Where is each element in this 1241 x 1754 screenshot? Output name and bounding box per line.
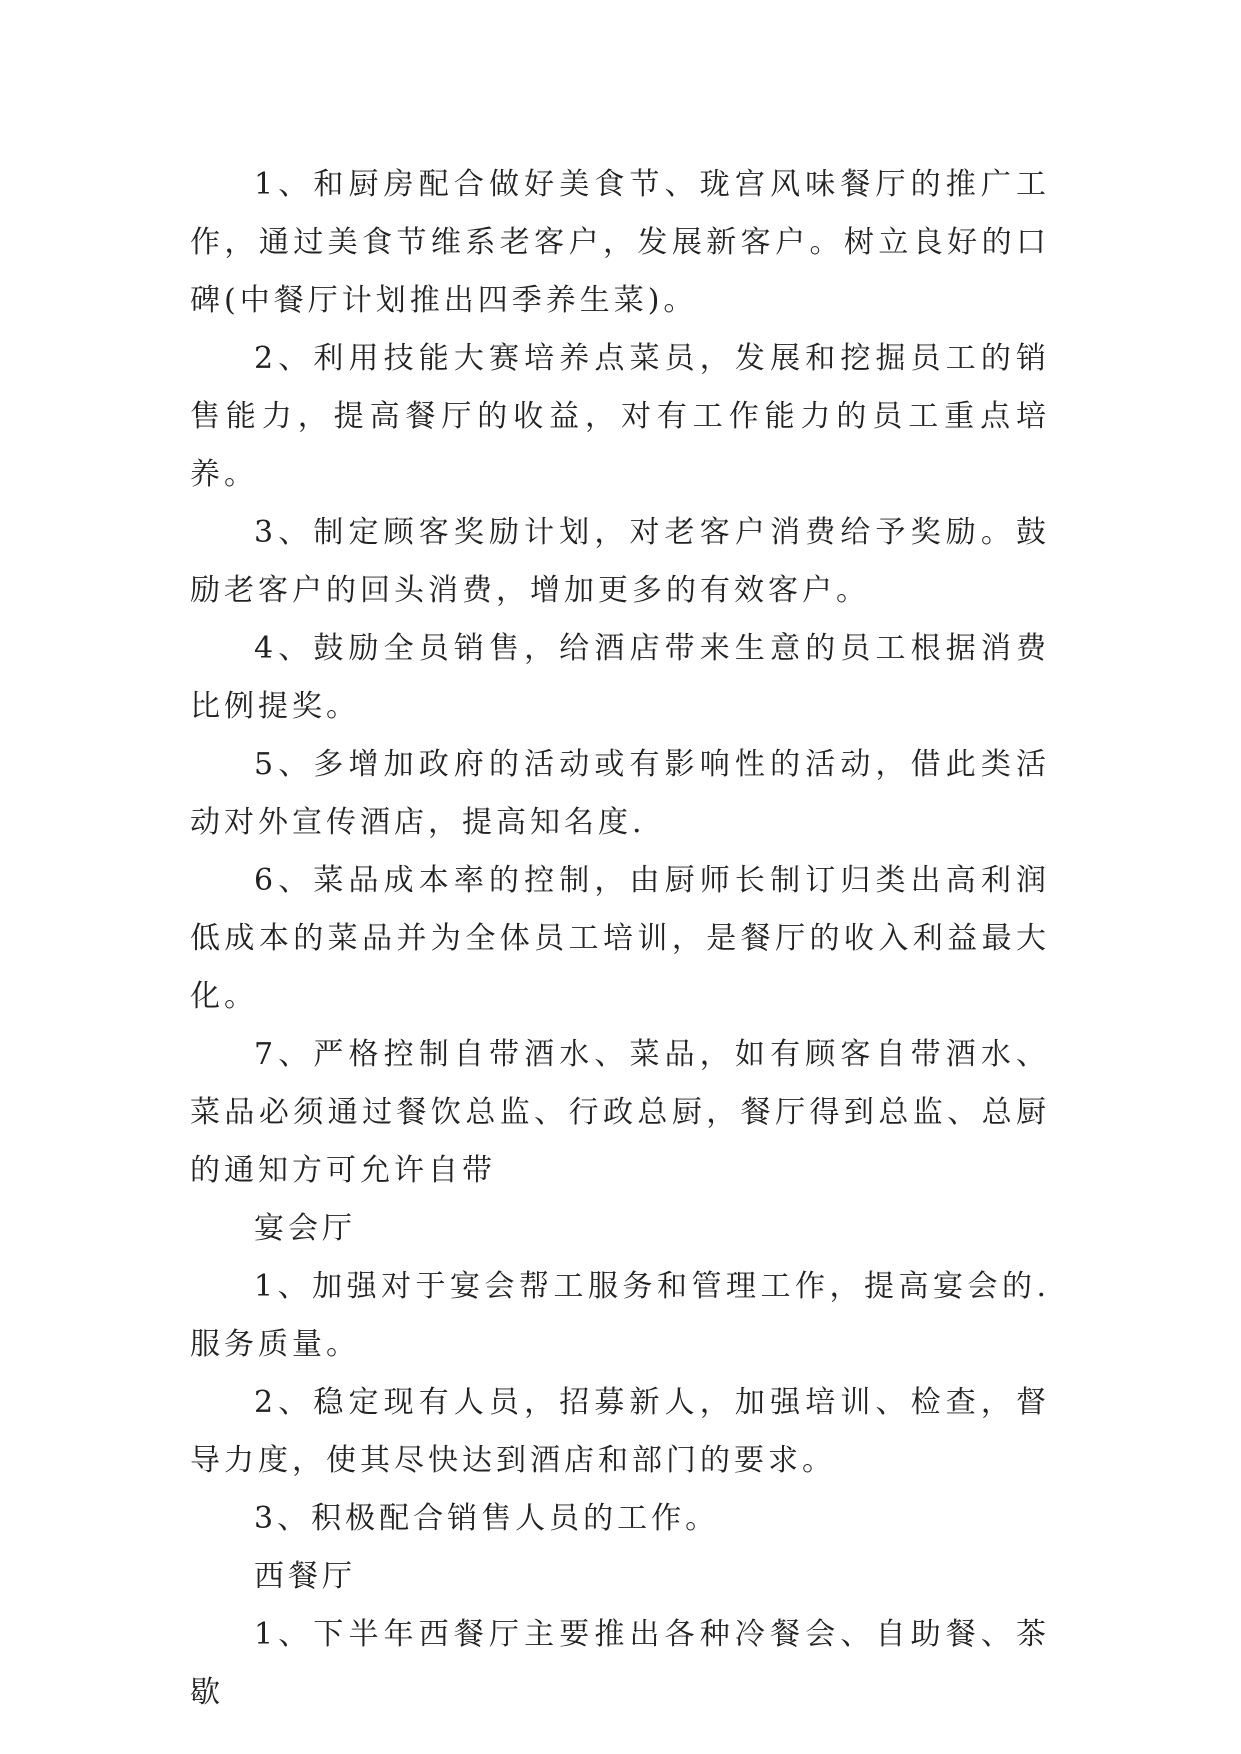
paragraph-3: 3、制定顾客奖励计划，对老客户消费给予奖励。鼓励老客户的回头消费，增加更多的有效客户。 [190,515,1050,608]
document-body [190,156,1050,1722]
paragraph-western-1: 1、下半年西餐厅主要推出各种冷餐会、自助餐、茶歇 [190,1617,1050,1710]
paragraph-6: 6、菜品成本率的控制，由厨师长制订归类出高利润低成本的菜品并为全体员工培训，是餐厅的收入利益最大化。 [190,863,1050,1014]
paragraph-2: 2、利用技能大赛培养点菜员，发展和挖掘员工的销售能力，提高餐厅的收益，对有工作能力的员工重点培养。 [190,341,1050,492]
section-heading-western-restaurant: 西餐厅 [254,1559,356,1594]
paragraph-banquet-2: 2、稳定现有人员，招募新人，加强培训、检查，督导力度，使其尽快达到酒店和部门的要求。 [190,1385,1050,1478]
paragraph-banquet-3: 3、积极配合销售人员的工作。 [254,1501,720,1536]
paragraph-7: 7、严格控制自带酒水、菜品，如有顾客自带酒水、菜品必须通过餐饮总监、行政总厨，餐厅得到总监、总厨的通知方可允许自带 [190,1037,1050,1188]
paragraph-4: 4、鼓励全员销售，给酒店带来生意的员工根据消费比例提奖。 [190,631,1050,724]
paragraph-1: 1、和厨房配合做好美食节、珑宫风味餐厅的推广工作，通过美食节维系老客户，发展新客户。树立良好的口碑(中餐厅计划推出四季养生菜)。 [190,167,1050,318]
paragraph-5: 5、多增加政府的活动或有影响性的活动，借此类活动对外宣传酒店，提高知名度. [190,747,1050,840]
section-heading-banquet-hall: 宴会厅 [254,1211,356,1246]
paragraph-banquet-1: 1、加强对于宴会帮工服务和管理工作，提高宴会的.服务质量。 [190,1269,1050,1362]
